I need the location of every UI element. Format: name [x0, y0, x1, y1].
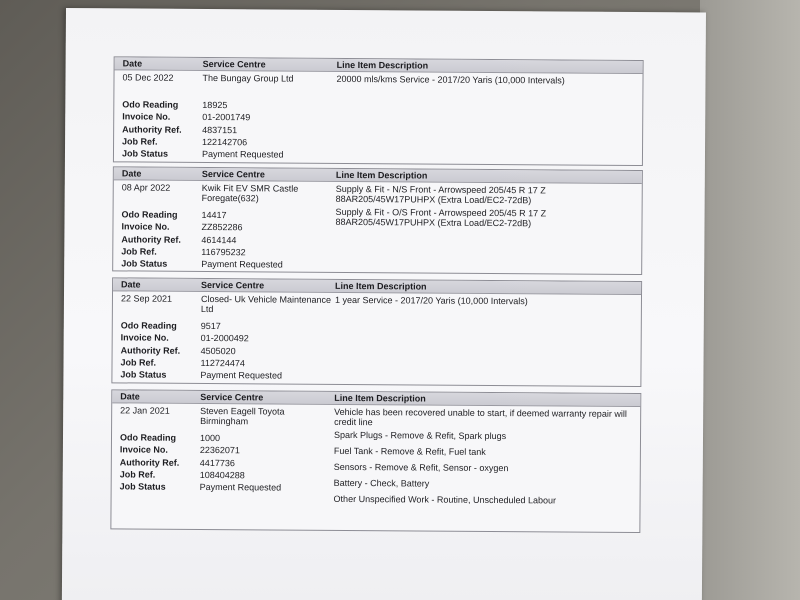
- date-header: Date: [121, 168, 142, 179]
- authority-ref-value: 4417736: [199, 457, 235, 468]
- record-date: 05 Dec 2022: [122, 72, 174, 83]
- field-labels: [120, 405, 201, 493]
- job-status-value: Payment Requested: [199, 482, 282, 493]
- authority-ref-label: Authority Ref.: [122, 123, 182, 135]
- line-item-description: Other Unspecified Work - Routine, Unscheduled Labour: [333, 493, 557, 506]
- field-labels: [121, 182, 202, 270]
- job-ref-label: Job Ref.: [122, 136, 158, 147]
- line-item-description-header: Line Item Description: [336, 59, 429, 71]
- record-header-row: [115, 57, 643, 74]
- job-ref-value: 108404288: [199, 469, 245, 481]
- job-ref-value: 116795232: [201, 246, 246, 258]
- authority-ref-value: 4614144: [201, 234, 237, 245]
- record-date: 08 Apr 2022: [121, 182, 171, 193]
- odo-reading-value: 1000: [199, 432, 221, 444]
- line-item-description: Fuel Tank - Remove & Refit, Fuel tank: [333, 445, 486, 457]
- line-item-list: [336, 74, 636, 89]
- job-status-label: Job Status: [121, 148, 169, 159]
- service-centre-name: The Bungay Group Ltd: [202, 72, 294, 84]
- field-values: [202, 73, 337, 161]
- job-ref-value: 112724474: [200, 357, 245, 369]
- line-item-list: [334, 407, 635, 509]
- job-status-value: Payment Requested: [200, 370, 283, 381]
- line-item-description: Spark Plugs - Remove & Refit, Spark plugs: [333, 429, 507, 442]
- service-centre-name: Kwik Fit EV SMR Castle Foregate(632): [201, 182, 299, 204]
- date-header: Date: [121, 279, 141, 290]
- field-values: [201, 183, 336, 271]
- line-item-description: 20000 mls/kms Service - 2017/20 Yaris (10,000 Intervals): [336, 73, 565, 86]
- service-record: [113, 56, 644, 166]
- invoice-no-value: 22362071: [199, 445, 240, 456]
- line-item-description: Battery - Check, Battery: [333, 477, 430, 489]
- authority-ref-label: Authority Ref.: [119, 456, 180, 468]
- service-history-page: [62, 8, 706, 600]
- record-date: 22 Sep 2021: [120, 293, 173, 304]
- job-ref-label: Job Ref.: [120, 357, 157, 368]
- authority-ref-value: 4505020: [200, 345, 236, 356]
- field-labels: [122, 72, 203, 160]
- line-item-list: [335, 184, 635, 232]
- invoice-no-label: Invoice No.: [120, 332, 169, 344]
- service-record: [111, 277, 642, 387]
- service-record: [110, 389, 641, 533]
- service-centre-header: Service Centre: [201, 168, 265, 180]
- odo-reading-label: Odo Reading: [119, 432, 177, 443]
- authority-ref-label: Authority Ref.: [121, 233, 181, 245]
- field-values: [200, 406, 335, 494]
- line-item-description: Supply & Fit - O/S Front - Arrowspeed 205/45 R 17 Z 88AR205/45W17PUHPX (Extra Load/EC2-72dB): [335, 206, 547, 229]
- odo-reading-value: 18925: [202, 99, 228, 111]
- service-centre-name: Closed- Uk Vehicle Maintenance Ltd: [200, 293, 332, 315]
- service-centre-header: Service Centre: [201, 279, 265, 291]
- odo-reading-label: Odo Reading: [120, 320, 177, 331]
- line-item-description: Sensors - Remove & Refit, Sensor - oxygen: [333, 461, 509, 474]
- odo-reading-label: Odo Reading: [121, 209, 178, 220]
- invoice-no-label: Invoice No.: [121, 221, 170, 233]
- line-item-description-header: Line Item Description: [334, 392, 426, 404]
- invoice-no-label: Invoice No.: [119, 444, 168, 456]
- job-status-label: Job Status: [120, 369, 167, 380]
- job-ref-label: Job Ref.: [121, 246, 157, 257]
- field-labels: [120, 293, 201, 381]
- line-item-list: [335, 295, 635, 310]
- date-header: Date: [122, 58, 143, 69]
- record-header-row: [114, 167, 642, 184]
- desk-surface: [700, 0, 800, 600]
- record-date: 22 Jan 2021: [120, 405, 170, 416]
- record-header-row: [112, 390, 640, 407]
- line-item-description: Vehicle has been recovered unable to start, if deemed warranty repair will credit line: [334, 406, 627, 428]
- service-centre-header: Service Centre: [202, 58, 266, 70]
- line-item-description: 1 year Service - 2017/20 Yaris (10,000 Intervals): [334, 294, 528, 307]
- date-header: Date: [120, 391, 140, 402]
- service-centre-header: Service Centre: [200, 391, 264, 403]
- authority-ref-value: 4837151: [202, 124, 238, 135]
- job-status-value: Payment Requested: [201, 149, 284, 160]
- job-ref-label: Job Ref.: [119, 469, 156, 480]
- odo-reading-value: 14417: [201, 209, 227, 221]
- invoice-no-value: ZZ852286: [201, 222, 243, 233]
- line-item-description-header: Line Item Description: [335, 280, 427, 292]
- job-status-label: Job Status: [121, 258, 168, 269]
- invoice-no-label: Invoice No.: [122, 111, 171, 123]
- job-status-value: Payment Requested: [201, 259, 283, 270]
- odo-reading-value: 9517: [200, 320, 221, 332]
- line-item-description-header: Line Item Description: [335, 169, 428, 181]
- service-centre-name: Steven Eagell Toyota Birmingham: [200, 405, 285, 427]
- record-header-row: [113, 278, 641, 295]
- line-item-description: Supply & Fit - N/S Front - Arrowspeed 205/45 R 17 Z 88AR205/45W17PUHPX (Extra Load/EC2-72dB): [335, 183, 546, 206]
- invoice-no-value: 01-2001749: [202, 112, 251, 123]
- odo-reading-label: Odo Reading: [122, 99, 179, 110]
- job-ref-value: 122142706: [202, 136, 248, 148]
- job-status-label: Job Status: [119, 481, 166, 492]
- service-record: [112, 166, 643, 275]
- authority-ref-label: Authority Ref.: [120, 344, 181, 356]
- invoice-no-value: 01-2000492: [200, 333, 249, 344]
- field-values: [200, 294, 335, 382]
